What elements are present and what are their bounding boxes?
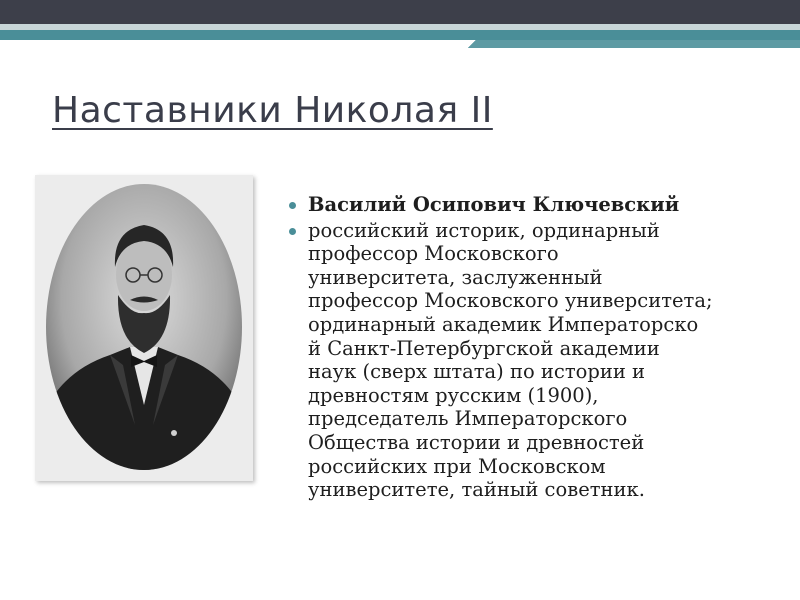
description-line: наук (сверх штата) по истории и bbox=[308, 360, 646, 384]
bullet-name bbox=[283, 193, 793, 217]
description-line: профессор Московского bbox=[308, 242, 559, 266]
top-teal-stripe bbox=[0, 30, 800, 40]
bullet-description bbox=[283, 219, 793, 502]
description-line: университета, заслуженный bbox=[308, 265, 603, 289]
description-line: древностям русским (1900), bbox=[308, 383, 599, 407]
description-line: университете, тайный советник. bbox=[308, 478, 645, 502]
person-name: Василий Осипович Ключевский bbox=[308, 193, 680, 216]
description-line: российских при Московском bbox=[308, 454, 606, 478]
portrait-photo bbox=[35, 175, 253, 481]
slide-title: Наставники Николая II bbox=[52, 90, 493, 131]
description-line: ординарный академик Императорско bbox=[308, 312, 699, 336]
description-line: й Санкт-Петербургской академии bbox=[308, 336, 660, 360]
description-line: российский историк, ординарный bbox=[308, 218, 660, 242]
top-decorative-band bbox=[0, 0, 800, 24]
text-content bbox=[283, 193, 793, 502]
description-line: Общества истории и древностей bbox=[308, 430, 645, 454]
description-line: председатель Императорского bbox=[308, 407, 628, 431]
stripe-notch bbox=[468, 40, 476, 48]
bullet-dot-icon bbox=[289, 202, 296, 209]
portrait-frame bbox=[35, 175, 253, 481]
bullet-dot-icon bbox=[289, 228, 296, 235]
description-line: профессор Московского университета; bbox=[308, 289, 713, 313]
top-teal-stripe-lower bbox=[472, 40, 800, 48]
